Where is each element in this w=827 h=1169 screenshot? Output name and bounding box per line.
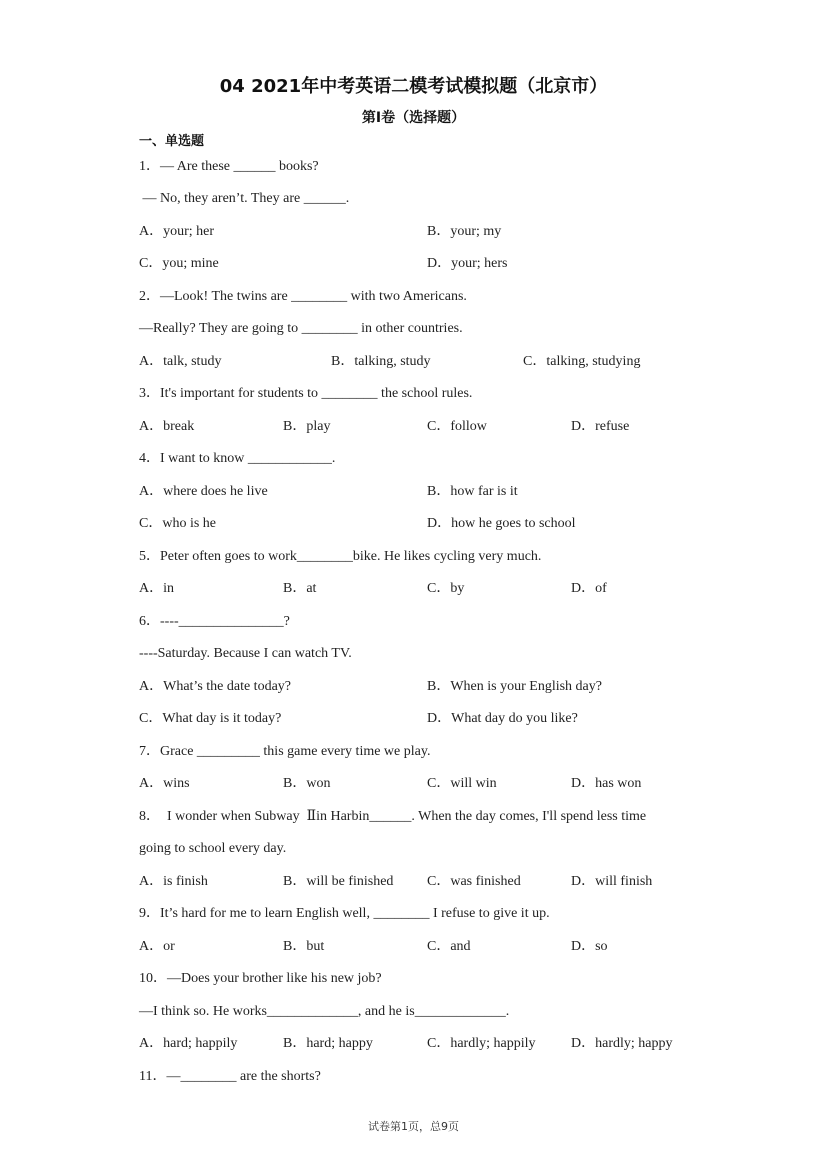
- question-10-option-a: A．hard; happily: [139, 1036, 238, 1051]
- question-5-option-a: A．in: [139, 581, 174, 596]
- question-7-option-d: D．has won: [571, 776, 642, 791]
- question-6-stem-2: ----Saturday. Because I can watch TV.: [139, 646, 352, 661]
- question-10-option-d: D．hardly; happy: [571, 1036, 673, 1051]
- question-9-stem: 9．It’s hard for me to learn English well, ________ I refuse to give it up.: [139, 906, 550, 921]
- question-8-option-d: D．will finish: [571, 874, 653, 889]
- question-1-stem: 1．— Are these ______ books?: [139, 159, 319, 174]
- question-5-option-b: B．at: [283, 581, 317, 596]
- question-8-stem: 8． I wonder when Subway Ⅱin Harbin______. When the day comes, I'll spend less time: [139, 809, 647, 824]
- question-10-stem-2: —I think so. He works_____________, and he is_____________.: [139, 1004, 510, 1019]
- question-6-option-b: B．When is your English day?: [427, 679, 602, 694]
- question-4-stem: 4．I want to know ____________.: [139, 451, 336, 466]
- question-1-option-d: D．your; hers: [427, 256, 508, 271]
- question-9-option-b: B．but: [283, 939, 325, 954]
- question-3-option-d: D．refuse: [571, 419, 630, 434]
- question-1-option-b: B．your; my: [427, 224, 502, 239]
- question-3-option-a: A．break: [139, 419, 195, 434]
- question-10-option-c: C．hardly; happily: [427, 1036, 536, 1051]
- question-2-option-b: B．talking, study: [331, 354, 431, 369]
- question-7-option-b: B．won: [283, 776, 331, 791]
- question-6-option-d: D．What day do you like?: [427, 711, 578, 726]
- question-2-stem-2: —Really? They are going to ________ in other countries.: [139, 321, 463, 336]
- question-6-option-a: A．What’s the date today?: [139, 679, 292, 694]
- question-2-stem: 2．—Look! The twins are ________ with two Americans.: [139, 289, 467, 304]
- question-4-option-d: D．how he goes to school: [427, 516, 576, 531]
- question-3-stem: 3．It's important for students to ________ the school rules.: [139, 386, 473, 401]
- question-9-option-c: C．and: [427, 939, 471, 954]
- page-footer: 试卷第1页，总9页: [368, 1120, 459, 1133]
- question-3-option-c: C．follow: [427, 419, 487, 434]
- question-1-option-c: C．you; mine: [139, 256, 219, 271]
- question-7-option-a: A．wins: [139, 776, 190, 791]
- question-1-option-a: A．your; her: [139, 224, 215, 239]
- question-8-stem-2: going to school every day.: [139, 841, 287, 856]
- page-title: 04 2021年中考英语二模考试模拟题（北京市）: [219, 76, 608, 97]
- question-4-option-b: B．how far is it: [427, 484, 518, 499]
- question-9-option-a: A．or: [139, 939, 175, 954]
- question-8-option-b: B．will be finished: [283, 874, 394, 889]
- question-2-option-c: C．talking, studying: [523, 354, 641, 369]
- question-6-stem: 6．----_______________?: [139, 614, 290, 629]
- question-7-option-c: C．will win: [427, 776, 497, 791]
- question-3-option-b: B．play: [283, 419, 331, 434]
- question-6-option-c: C．What day is it today?: [139, 711, 282, 726]
- question-4-option-c: C．who is he: [139, 516, 216, 531]
- question-1-stem-2: — No, they aren’t. They are ______.: [139, 191, 350, 206]
- question-5-stem: 5．Peter often goes to work________bike. He likes cycling very much.: [139, 549, 542, 564]
- question-5-option-d: D．of: [571, 581, 607, 596]
- question-10-stem: 10．—Does your brother like his new job?: [139, 971, 382, 986]
- question-4-option-a: A．where does he live: [139, 484, 268, 499]
- question-11-stem: 11．—________ are the shorts?: [139, 1069, 321, 1084]
- question-5-option-c: C．by: [427, 581, 465, 596]
- question-7-stem: 7．Grace _________ this game every time we play.: [139, 744, 431, 759]
- question-2-option-a: A．talk, study: [139, 354, 222, 369]
- section-heading: 一、单选题: [139, 134, 205, 149]
- question-8-option-a: A．is finish: [139, 874, 208, 889]
- question-9-option-d: D．so: [571, 939, 608, 954]
- question-10-option-b: B．hard; happy: [283, 1036, 373, 1051]
- question-8-option-c: C．was finished: [427, 874, 521, 889]
- section-subtitle: 第I卷（选择题）: [361, 110, 466, 126]
